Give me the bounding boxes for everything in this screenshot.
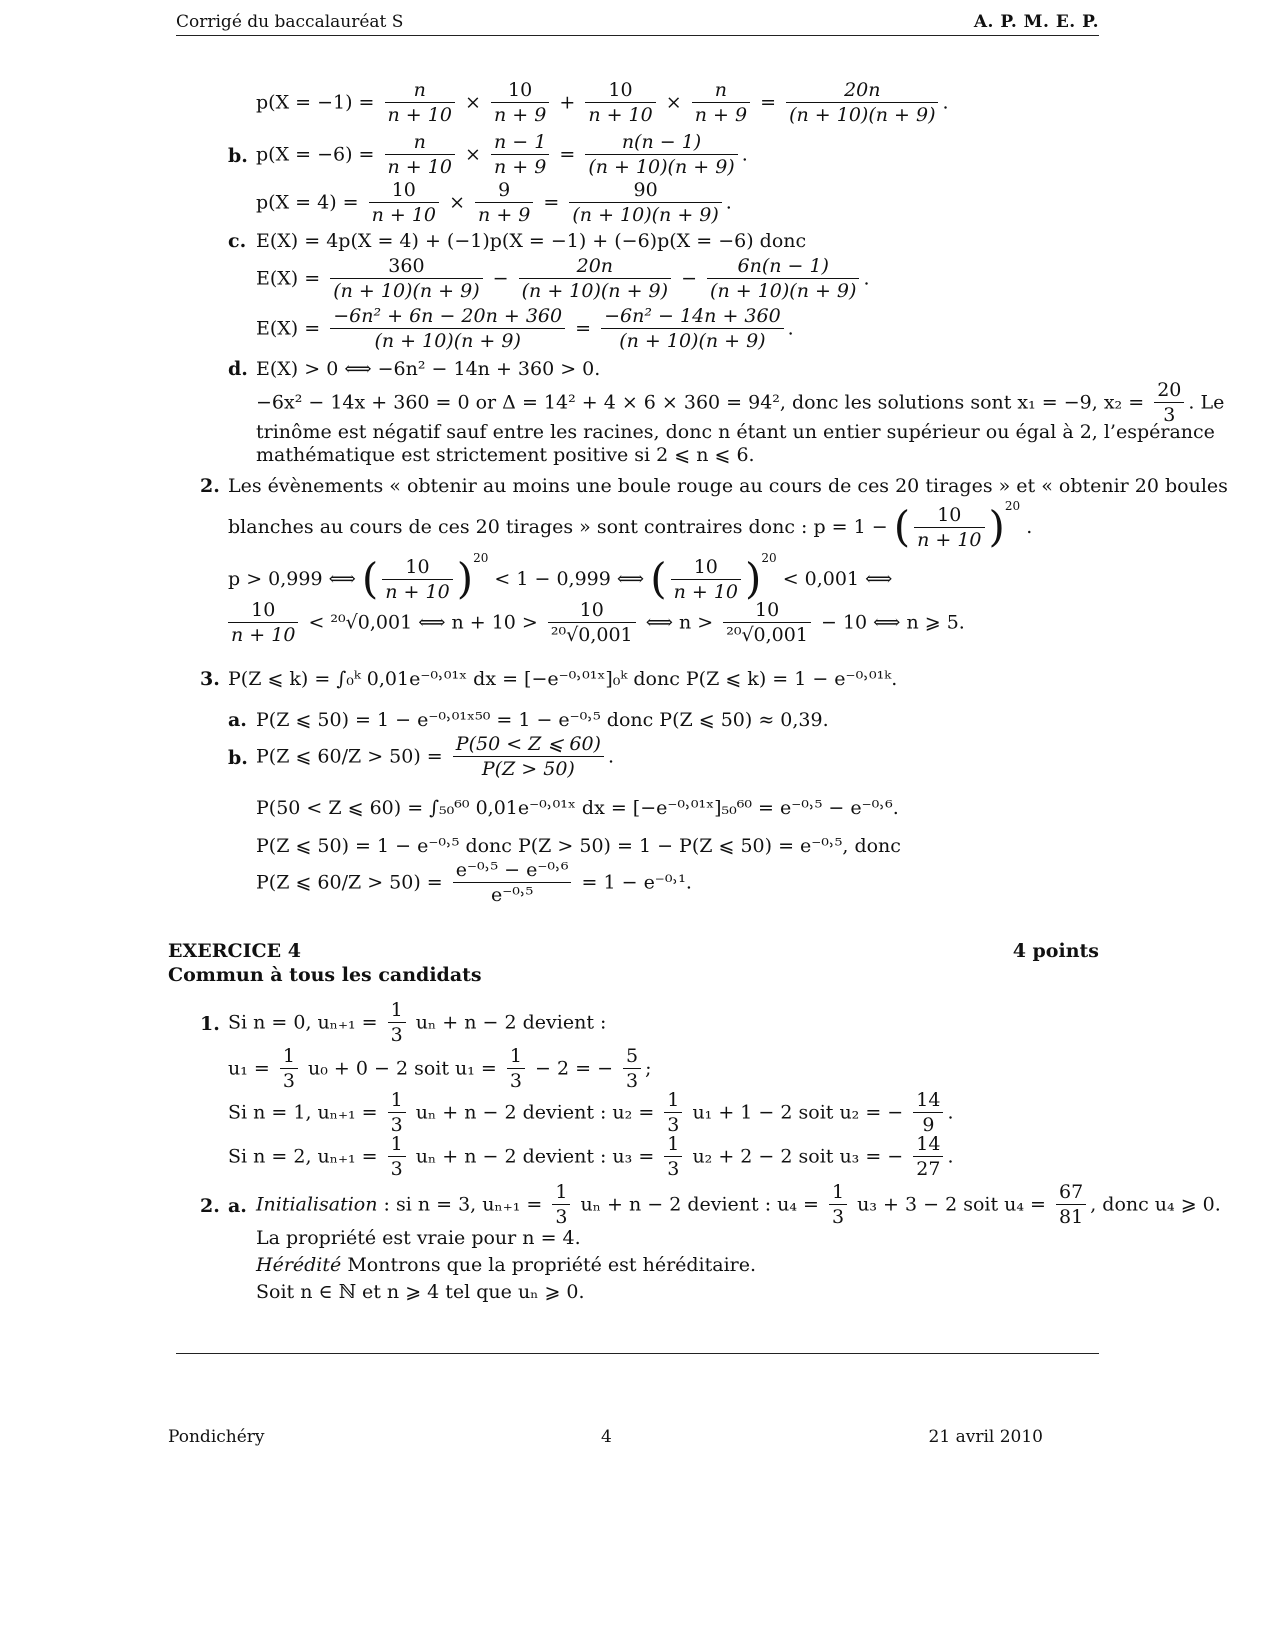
eq-pX-minus6: p(X = −6) = $\frac{n}{n + 10}$ × $\frac{n - 1}{n + 9}$ = $\frac{n(n - 1)}{(n + 10)(n + 9)}$ . xyxy=(256,131,748,178)
q3b-line-4: P(Z ⩽ 60/Z > 50) = $\frac{\text{e⁻⁰˒⁵ − e⁻⁰˒⁶}}{\text{e⁻⁰˒⁵}}$ = 1 − e⁻⁰˒¹. xyxy=(256,859,692,906)
q2-line-1: Les évènements « obtenir au moins une boule rouge au cours de ces 20 tirages » et « obtenir 20 boules xyxy=(228,475,1228,497)
label-d: d. xyxy=(228,358,248,380)
e2-line-1: Initialisation : si n = 3, uₙ₊₁ = $\frac{1}{3}$ uₙ + n − 2 devient : u₄ = $\frac{1}{3}$ u₃ + 3 − 2 soit u₄ = $\frac{67}{81}$ , donc u₄ ⩾ 0. xyxy=(256,1181,1221,1228)
q3b-line-3: P(Z ⩽ 50) = 1 − e⁻⁰˒⁵ donc P(Z > 50) = 1 − P(Z ⩽ 50) = e⁻⁰˒⁵, donc xyxy=(256,835,901,857)
eq-expectation-2: E(X) = $\frac{\text{−6n² + 6n − 20n + 360}}{(n + 10)(n + 9)}$ = $\frac{\text{−6n² − 14n + 360}}{(n + 10)(n + 9)}$ . xyxy=(256,305,794,352)
q3a-line: P(Z ⩽ 50) = 1 − e⁻⁰˒⁰¹ˣ⁵⁰ = 1 − e⁻⁰˒⁵ donc P(Z ⩽ 50) ≈ 0,39. xyxy=(256,709,829,731)
d-line-3: trinôme est négatif sauf entre les racines, donc n étant un entier supérieur ou égal à 2, l’espérance xyxy=(256,421,1215,443)
q2-line-4: $\frac{10}{n + 10}$ < ²⁰√0,001 ⟺ n + 10 > $\frac{10}{\text{²⁰√0,001}}$ ⟺ n > $\frac{10}{\text{²⁰√0,001}}$ − 10 ⟺ n ⩾ 5. xyxy=(228,598,965,647)
e2-line-3: Hérédité Montrons que la propriété est héréditaire. xyxy=(256,1254,757,1276)
e1-line-4: Si n = 2, uₙ₊₁ = $\frac{1}{3}$ uₙ + n − 2 devient : u₃ = $\frac{1}{3}$ u₂ + 2 − 2 soit u₃ = − $\frac{14}{27}$ . xyxy=(228,1133,954,1180)
footer-right: 21 avril 2010 xyxy=(928,1427,1043,1447)
label-e2: 2. xyxy=(200,1195,220,1217)
label-3: 3. xyxy=(200,668,220,690)
q3b-line-1: P(Z ⩽ 60/Z > 50) = $\frac{P(50 < Z ⩽ 60)}{P(Z > 50)}$ . xyxy=(256,733,614,780)
exercise-4-points: 4 points xyxy=(1012,940,1099,962)
e2-line-2: La propriété est vraie pour n = 4. xyxy=(256,1227,581,1249)
eq-expectation-def: E(X) = 4p(X = 4) + (−1)p(X = −1) + (−6)p(X = −6) donc xyxy=(256,230,807,252)
eq-expectation-1: E(X) = $\frac{360}{(n + 10)(n + 9)}$ − $\frac{20n}{(n + 10)(n + 9)}$ − $\frac{6n(n - 1)}{(n + 10)(n + 9)}$ . xyxy=(256,255,870,302)
label-c: c. xyxy=(228,230,247,252)
header-left: Corrigé du baccalauréat S xyxy=(176,12,404,32)
label-2: 2. xyxy=(200,475,220,497)
footer-rule xyxy=(176,1353,1099,1354)
label-3b: b. xyxy=(228,747,248,769)
footer-page-number: 4 xyxy=(601,1427,612,1447)
e1-line-3: Si n = 1, uₙ₊₁ = $\frac{1}{3}$ uₙ + n − 2 devient : u₂ = $\frac{1}{3}$ u₁ + 1 − 2 soit u₂ = − $\frac{14}{9}$ . xyxy=(228,1089,954,1136)
label-e1: 1. xyxy=(200,1013,220,1035)
q2-line-2: blanches au cours de ces 20 tirages » sont contraires donc : p = 1 − ( $\frac{10}{n + 10}$ )$^{20}$ . xyxy=(228,499,1033,551)
d-line-1: E(X) > 0 ⟺ −6n² − 14n + 360 > 0. xyxy=(256,358,601,380)
d-line-2: −6x² − 14x + 360 = 0 or Δ = 14² + 4 × 6 × 360 = 94², donc les solutions sont x₁ = −9, x₂ = $\frac{20}{3}$ . Le xyxy=(256,379,1225,426)
q2-line-3: p > 0,999 ⟺ ( $\frac{10}{n + 10}$ )$^{20}$ < 1 − 0,999 ⟺ ( $\frac{10}{n + 10}$ )$^{20}$ < 0,001 ⟺ xyxy=(228,551,893,603)
q3b-line-2: P(50 < Z ⩽ 60) = ∫₅₀⁶⁰ 0,01e⁻⁰˒⁰¹ˣ dx = [−e⁻⁰˒⁰¹ˣ]₅₀⁶⁰ = e⁻⁰˒⁵ − e⁻⁰˒⁶. xyxy=(256,797,899,819)
eq-pX-minus1: p(X = −1) = $\frac{n}{n + 10}$ × $\frac{10}{n + 9}$ + $\frac{10}{n + 10}$ × $\frac{n}{n + 9}$ = $\frac{20n}{(n + 10)(n + 9)}$ . xyxy=(256,79,949,126)
d-line-4: mathématique est strictement positive si 2 ⩽ n ⩽ 6. xyxy=(256,444,755,466)
header-right: A. P. M. E. P. xyxy=(973,12,1099,32)
e1-line-1: Si n = 0, uₙ₊₁ = $\frac{1}{3}$ uₙ + n − 2 devient : xyxy=(228,999,607,1046)
e1-line-2: u₁ = $\frac{1}{3}$ u₀ + 0 − 2 soit u₁ = $\frac{1}{3}$ − 2 = − $\frac{5}{3}$ ; xyxy=(228,1045,652,1092)
eq-pX-4: p(X = 4) = $\frac{10}{n + 10}$ × $\frac{9}{n + 9}$ = $\frac{90}{(n + 10)(n + 9)}$ . xyxy=(256,179,732,226)
exercise-4-title: EXERCICE 4 xyxy=(168,940,301,962)
exercise-4-subtitle: Commun à tous les candidats xyxy=(168,964,482,986)
header-rule xyxy=(176,35,1099,36)
label-e2a: a. xyxy=(228,1195,247,1217)
q3-line-1: P(Z ⩽ k) = ∫₀ᵏ 0,01e⁻⁰˒⁰¹ˣ dx = [−e⁻⁰˒⁰¹ˣ]₀ᵏ donc P(Z ⩽ k) = 1 − e⁻⁰˒⁰¹ᵏ. xyxy=(228,668,898,690)
label-3a: a. xyxy=(228,709,247,731)
footer-left: Pondichéry xyxy=(168,1427,265,1447)
label-b: b. xyxy=(228,145,248,167)
e2-line-4: Soit n ∈ ℕ et n ⩾ 4 tel que uₙ ⩾ 0. xyxy=(256,1281,585,1303)
